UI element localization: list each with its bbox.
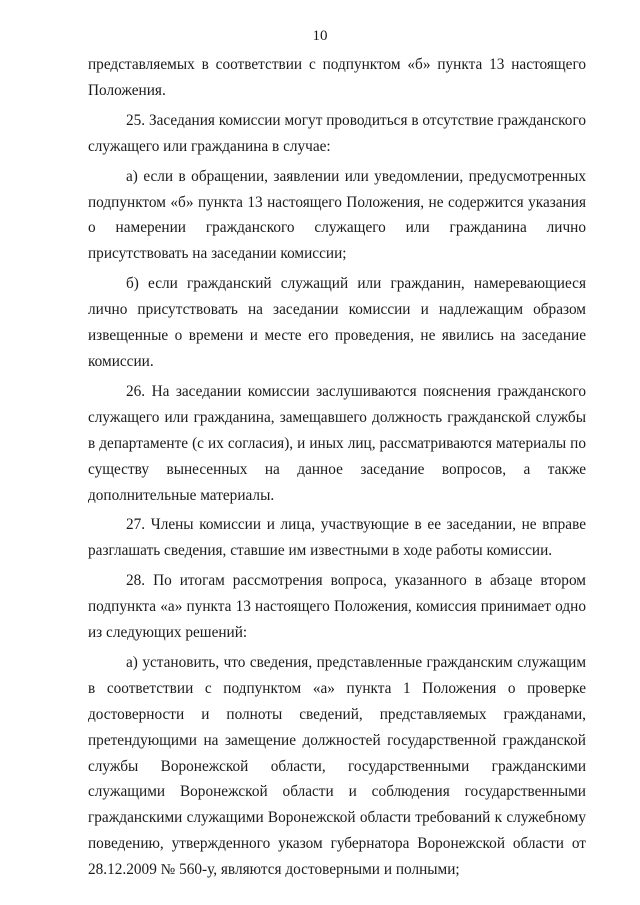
paragraph-continuation: представляемых в соответствии с подпунктом «б» пункта 13 настоящего Положения.: [88, 56, 586, 99]
document-body: [88, 52, 586, 883]
paragraph-25-b: б) если гражданский служащий или гражданин, намеревающиеся лично присутствовать на заседании комиссии и надлежащим образом извещенные о времени и месте его проведения, не явились на заседание комиссии.: [88, 275, 586, 370]
paragraph-28-a: а) установить, что сведения, представленные гражданским служащим в соответствии с подпунктом «а» пункта 1 Положения о проверке достоверности и полноты сведений, представляемых гражданами, претендующими на замещение должностей государственной гражданской службы Воронежской области, государственными гражданскими служащими Воронежской области и соблюдения государственными гражданскими служащими Воронежской области требований к служебному поведению, утвержденного указом губернатора Воронежской области от 28.12.2009 № 560-у, являются достоверными и полными;: [88, 653, 586, 879]
paragraph-27: 27. Члены комиссии и лица, участвующие в ее заседании, не вправе разглашать сведения, ставшие им известными в ходе работы комиссии.: [88, 516, 586, 560]
paragraph-25: 25. Заседания комиссии могут проводиться в отсутствие гражданского служащего или гражданина в случае:: [88, 111, 586, 155]
paragraph-26: 26. На заседании комиссии заслушиваются пояснения гражданского служащего или гражданина, замещавшего должность гражданской службы в департаменте (с их согласия), и иных лиц, рассматриваются материалы по существу вынесенных на данное заседание вопросов, а также дополнительные материалы.: [88, 382, 586, 504]
paragraph-25-a: а) если в обращении, заявлении или уведомлении, предусмотренных подпунктом «б» пункта 13 настоящего Положения, не содержится указания о намерении гражданского служащего или гражданина лично присутствовать на заседании комиссии;: [88, 167, 586, 263]
paragraph-28: 28. По итогам рассмотрения вопроса, указанного в абзаце втором подпункта «а» пункта 13 настоящего Положения, комиссия принимает одно из следующих решений:: [88, 572, 586, 642]
page-number: 10: [312, 28, 328, 44]
